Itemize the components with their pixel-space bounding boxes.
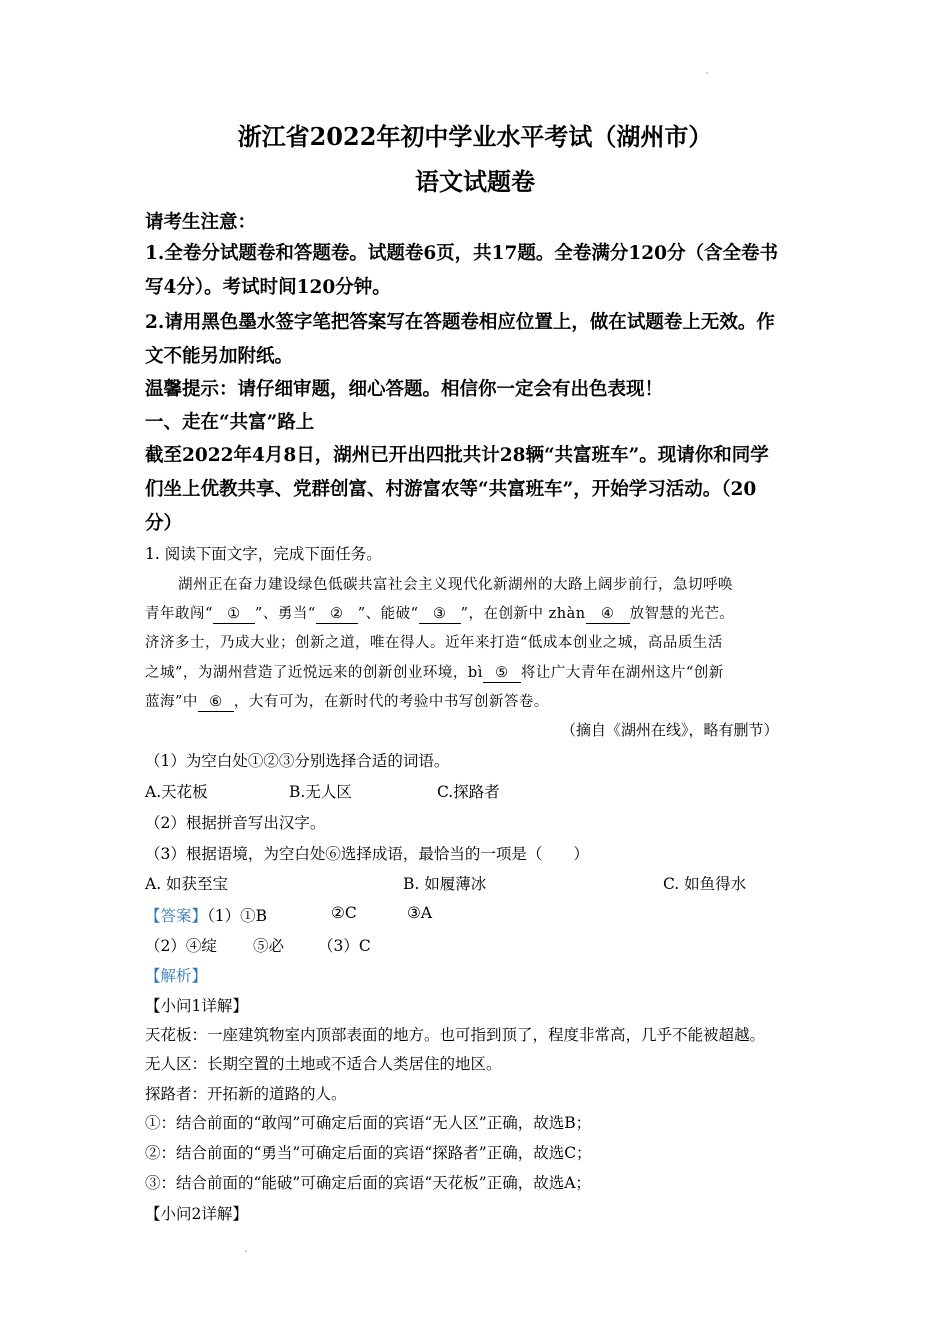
answer-value: （1）①B bbox=[207, 907, 268, 925]
passage-line-3: 济济多士，乃成大业；创新之道，唯在得人。近年来打造“低成本创业之城，高品质生活 bbox=[145, 635, 723, 651]
passage-text: 蓝海”中 bbox=[145, 694, 198, 710]
option-b: B.无人区 bbox=[289, 783, 352, 801]
passage-text: 之城”，为湖州营造了近悦远来的创新创业环境，bì bbox=[145, 665, 483, 681]
page-subtitle: 语文试题卷 bbox=[415, 167, 535, 196]
passage-line-2 bbox=[145, 602, 735, 624]
section-intro-line-2: 们坐上优教共享、党群创富、村游富农等“共富班车”，开始学习活动。（20 bbox=[145, 479, 757, 500]
sub-question-2: （2）根据拼音写出汉字。 bbox=[145, 814, 326, 832]
passage-text: ”、能破“ bbox=[357, 606, 419, 622]
choice-a: A. 如获至宝 bbox=[145, 875, 229, 893]
blank-2: ② bbox=[316, 607, 358, 624]
answer-value: （2）④绽 bbox=[145, 937, 217, 955]
passage-text: ”、勇当“ bbox=[254, 606, 316, 622]
notice-item-2-line-2: 文不能另加附纸。 bbox=[145, 346, 294, 367]
analysis-line: ③：结合前面的“能破”可确定后面的宾语“天花板”正确，故选A； bbox=[145, 1174, 591, 1192]
blank-4: ④ bbox=[586, 607, 630, 624]
blank-3: ③ bbox=[419, 607, 461, 624]
blank-5: ⑤ bbox=[483, 666, 521, 683]
passage-line-5 bbox=[145, 690, 549, 712]
notice-tip: 温馨提示：请仔细审题，细心答题。相信你一定会有出色表现！ bbox=[145, 379, 664, 400]
blank-1: ① bbox=[213, 607, 255, 624]
answer-label: 【答案】 bbox=[145, 907, 208, 925]
answer-value: ⑤必 bbox=[253, 937, 285, 955]
section-intro-line-3: 分） bbox=[145, 513, 183, 534]
passage-line-4 bbox=[145, 661, 724, 683]
notice-item-2-line-1: 2.请用黑色墨水签字笔把答案写在答题卷相应位置上，做在试题卷上无效。作 bbox=[145, 312, 775, 333]
passage-text: ”，在创新中 zhàn bbox=[460, 606, 586, 622]
analysis-line: ②：结合前面的“勇当”可确定后面的宾语“探路者”正确，故选C； bbox=[145, 1144, 592, 1162]
passage-line-1: 湖州正在奋力建设绿色低碳共富社会主义现代化新湖州的大路上阔步前行，急切呼唤 bbox=[178, 577, 733, 593]
notice-heading: 请考生注意： bbox=[145, 212, 257, 233]
passage-source: （摘自《湖州在线》，略有删节） bbox=[561, 721, 779, 739]
page-title: 浙江省2022年初中学业水平考试（湖州市） bbox=[237, 122, 713, 151]
passage-text: 放智慧的光芒。 bbox=[629, 606, 735, 622]
choice-b: B. 如履薄冰 bbox=[403, 875, 487, 893]
section-intro-line-1: 截至2022年4月8日，湖州已开出四批共计28辆“共富班车”。现请你和同学 bbox=[145, 445, 769, 466]
sub-question-1: （1）为空白处①②③分别选择合适的词语。 bbox=[145, 752, 450, 770]
detail-heading-1: 【小问1详解】 bbox=[145, 997, 248, 1015]
analysis-line: 天花板：一座建筑物室内顶部表面的地方。也可指到顶了，程度非常高，几乎不能被超越。 bbox=[145, 1026, 766, 1044]
answer-value: ③A bbox=[407, 904, 433, 922]
analysis-line: 无人区：长期空置的土地或不适合人类居住的地区。 bbox=[145, 1055, 502, 1073]
choice-c: C. 如鱼得水 bbox=[663, 875, 747, 893]
passage-text: ，大有可为，在新时代的考验中书写创新答卷。 bbox=[233, 694, 549, 710]
detail-heading-2: 【小问2详解】 bbox=[145, 1205, 248, 1223]
section-heading: 一、走在“共富”路上 bbox=[145, 412, 315, 433]
analysis-line: 探路者：开拓新的道路的人。 bbox=[145, 1085, 347, 1103]
question-stem: 1. 阅读下面文字，完成下面任务。 bbox=[145, 545, 382, 563]
answer-value: ②C bbox=[331, 904, 357, 922]
passage-text: 将让广大青年在湖州这片“创新 bbox=[520, 665, 724, 681]
notice-item-1-line-1: 1.全卷分试题卷和答题卷。试题卷6页，共17题。全卷满分120分（含全卷书 bbox=[145, 243, 779, 264]
option-c: C.探路者 bbox=[437, 783, 500, 801]
analysis-label: 【解析】 bbox=[145, 967, 208, 985]
scan-dot bbox=[245, 1250, 247, 1252]
answer-value: （3）C bbox=[318, 937, 371, 955]
blank-6: ⑥ bbox=[198, 695, 234, 712]
option-a: A.天花板 bbox=[145, 783, 208, 801]
answer-row-1 bbox=[145, 904, 267, 926]
passage-text: 青年敢闯“ bbox=[145, 606, 213, 622]
sub-question-3: （3）根据语境，为空白处⑥选择成语，最恰当的一项是（ ） bbox=[145, 845, 589, 863]
analysis-line: ①：结合前面的“敢闯”可确定后面的宾语“无人区”正确，故选B； bbox=[145, 1114, 592, 1132]
scan-dot bbox=[706, 72, 708, 74]
notice-item-1-line-2: 写4分）。考试时间120分钟。 bbox=[145, 277, 391, 298]
